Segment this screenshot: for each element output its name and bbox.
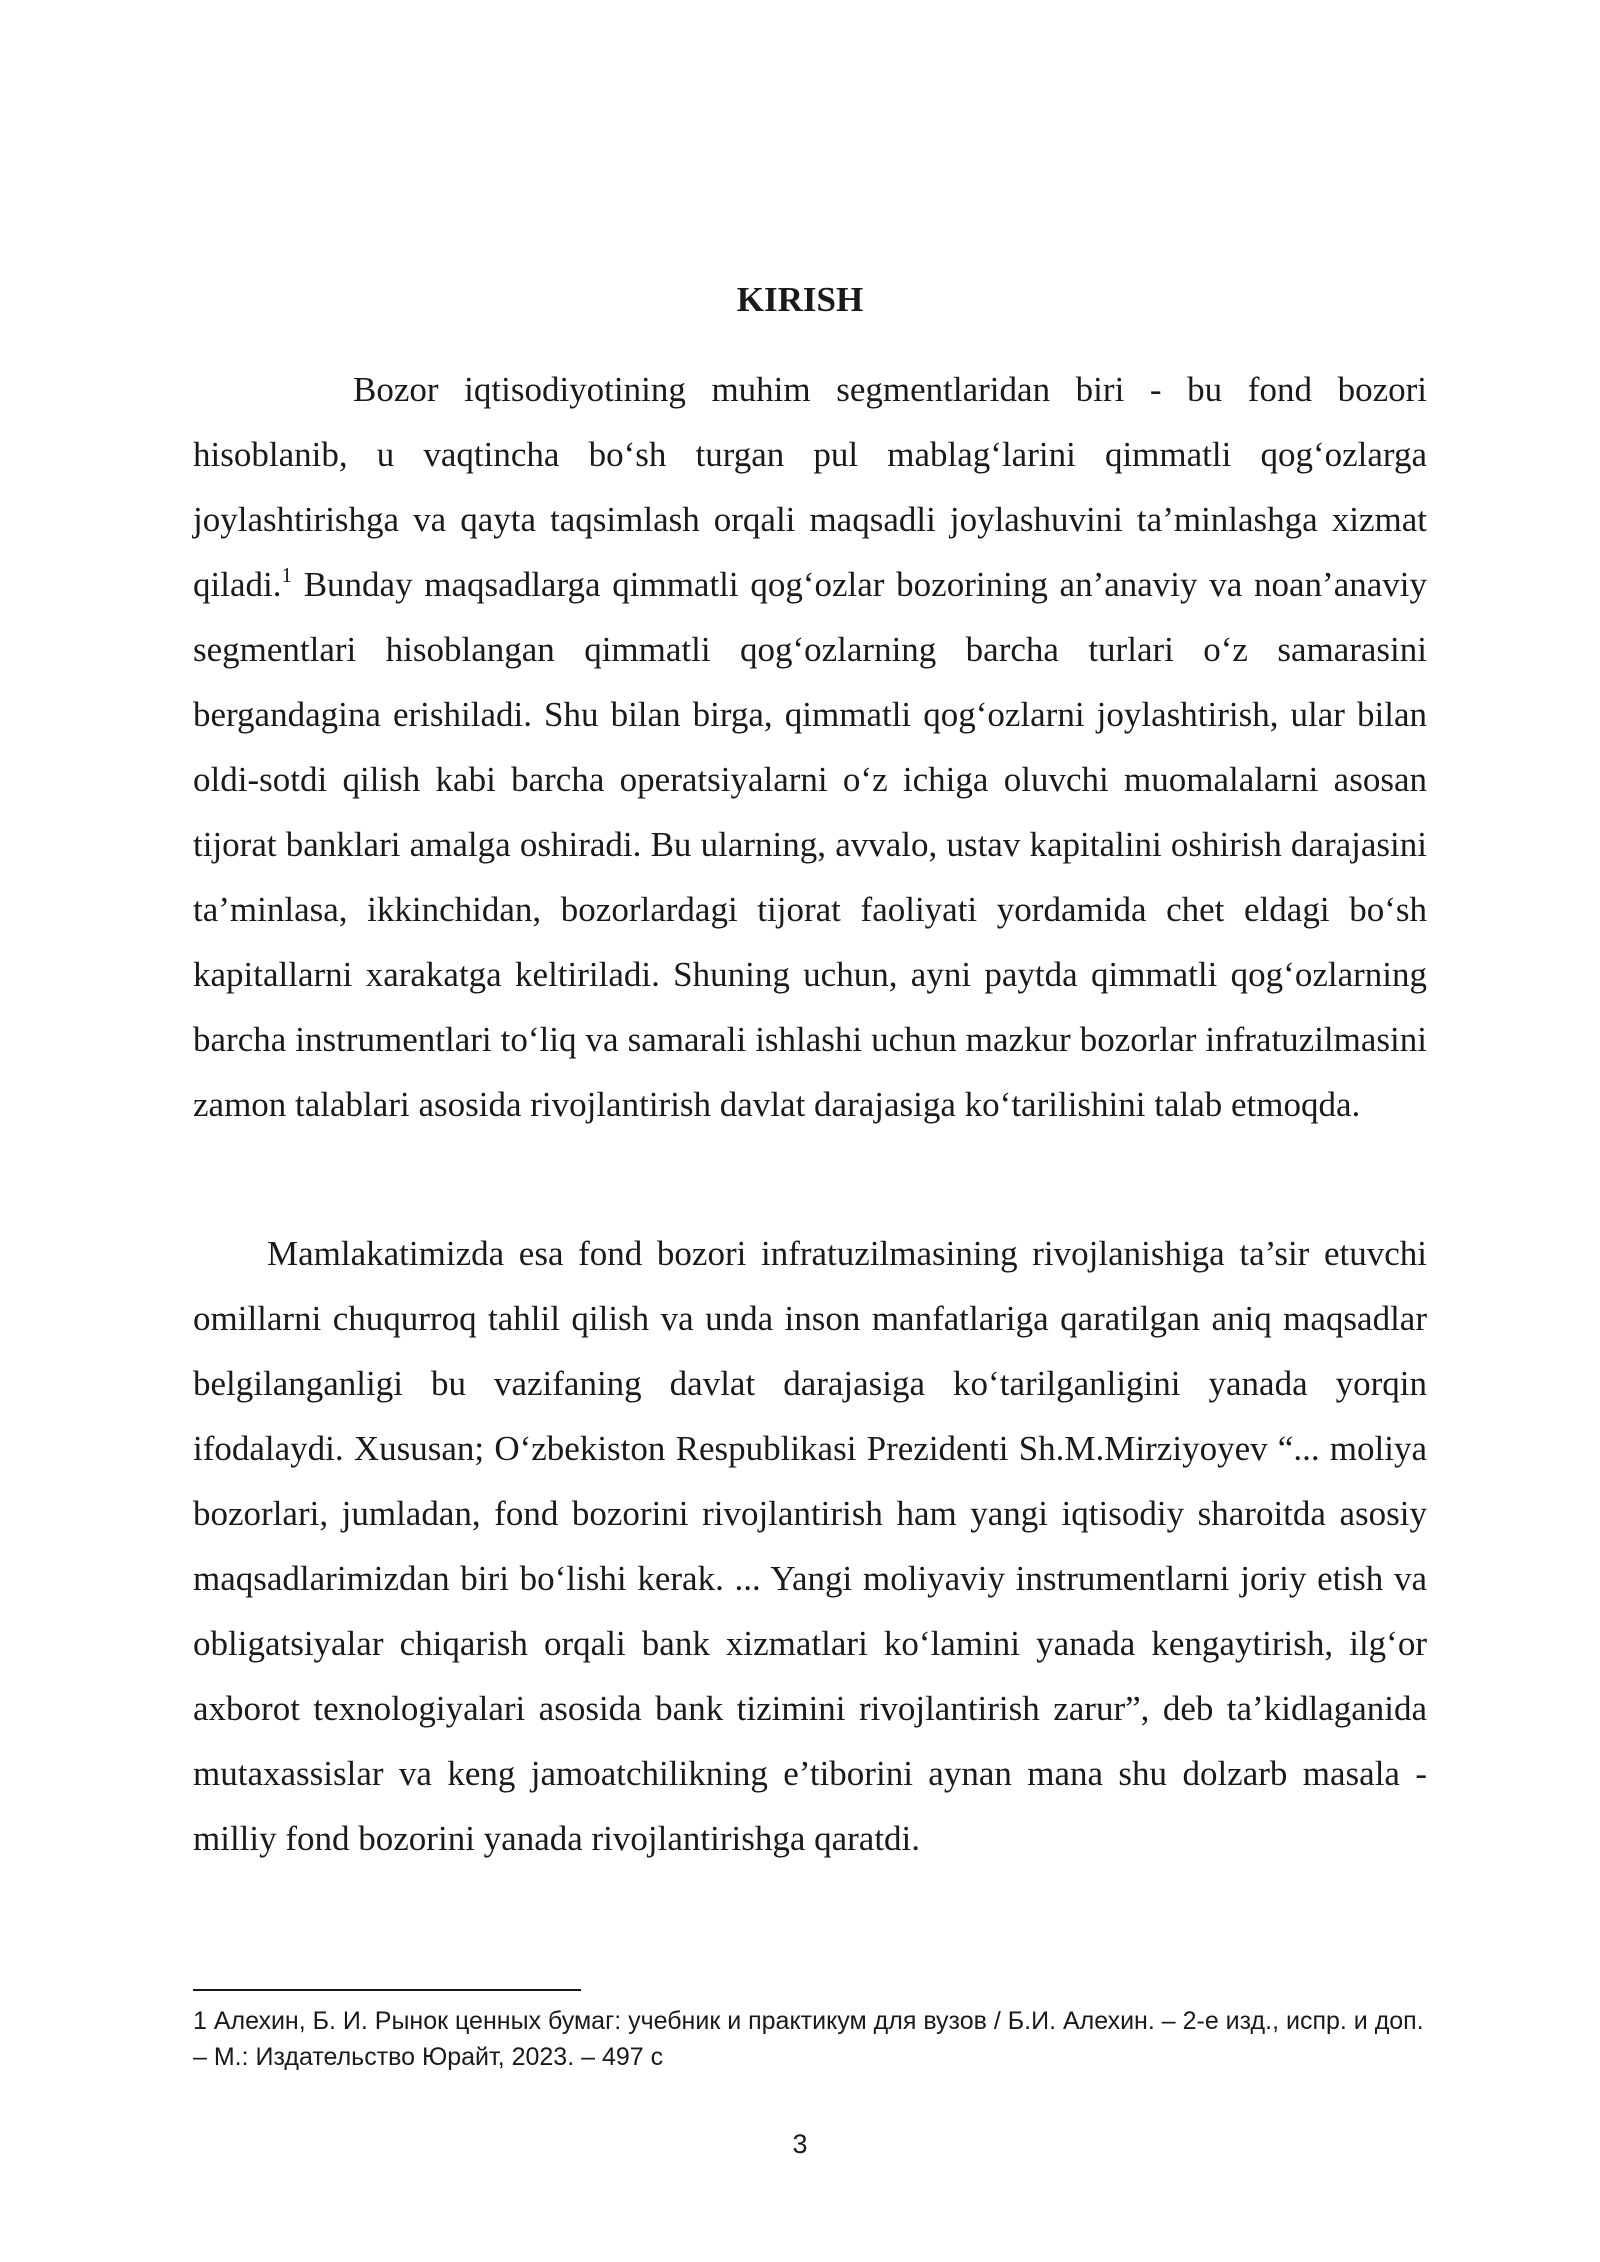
footnote-reference[interactable]: 1 [281, 563, 292, 587]
page-number: 3 [792, 2129, 808, 2159]
footnote: 1 Алехин, Б. И. Рынок ценных бумаг: учебник и практикум для вузов / Б.И. Алехин. – 2-е изд., испр. и доп. – М.: Издательство Юрайт, 2023. – 497 с [193, 2007, 1424, 2071]
footnote-separator [193, 1989, 581, 1991]
body-paragraph-1 [193, 357, 1427, 1137]
body-paragraph-2: Mamlakatimizda esa fond bozori infratuzilmasining rivojlanishiga ta’sir etuvchi omillarni chuqurroq tahlil qilish va unda inson manfatlariga qaratilgan aniq maqsadlar belgilanganligi bu vazifaning davlat darajasiga ko‘tarilganligini yanada yorqin ifodalaydi. Xususan; O‘zbekiston Respublikasi Prezidenti Sh.M.Mirziyoyev “... moliya bozorlari, jumladan, fond bozorini rivojlantirish ham yangi iqtisodiy sharoitda asosiy maqsadlarimizdan biri bo‘lishi kerak. ... Yangi moliyaviy instrumentlarni joriy etish va obligatsiyalar chiqarish orqali bank xizmatlari ko‘lamini yanada kengaytirish, ilg‘or axborot texnologiyalari asosida bank tizimini rivojlantirish zarur”, deb ta’kidlaganida mutaxassislar va keng jamoatchilikning e’tiborini aynan mana shu dolzarb masala - milliy fond bozorini yanada rivojlantirishga qaratdi. [193, 1234, 1427, 1858]
paragraph-1-text-start: Bozor iqtisodiyotining muhim segmentlaridan biri - bu fond bozori hisoblanib, u vaqtincha bo‘sh turgan pul mablag‘larini qimmatli qog‘ozlarga joylashtirishga va qayta taqsimlash orqali maqsadli joylashuvini ta’minlashga xizmat qiladi. [193, 370, 1427, 604]
page-title: KIRISH [736, 280, 864, 319]
paragraph-1-text-end: Bunday maqsadlarga qimmatli qog‘ozlar bozorining an’anaviy va noan’anaviy segmentlari hisoblangan qimmatli qog‘ozlarning barcha turlari o‘z samarasini bergandagina erishiladi. Shu bilan birga, qimmatli qog‘ozlarni joylashtirish, ular bilan oldi-sotdi qilish kabi barcha operatsiyalarni o‘z ichiga oluvchi muomalalarni asosan tijorat banklari amalga oshiradi. Bu ularning, avvalo, ustav kapitalini oshirish darajasini ta’minlasa, ikkinchidan, bozorlardagi tijorat faoliyati yordamida chet eldagi bo‘sh kapitallarni xarakatga keltiriladi. Shuning uchun, ayni paytda qimmatli qog‘ozlarning barcha instrumentlari to‘liq va samarali ishlashi uchun mazkur bozorlar infratuzilmasini zamon talablari asosida rivojlantirish davlat darajasiga ko‘tarilishini talab etmoqda. [193, 565, 1427, 1124]
